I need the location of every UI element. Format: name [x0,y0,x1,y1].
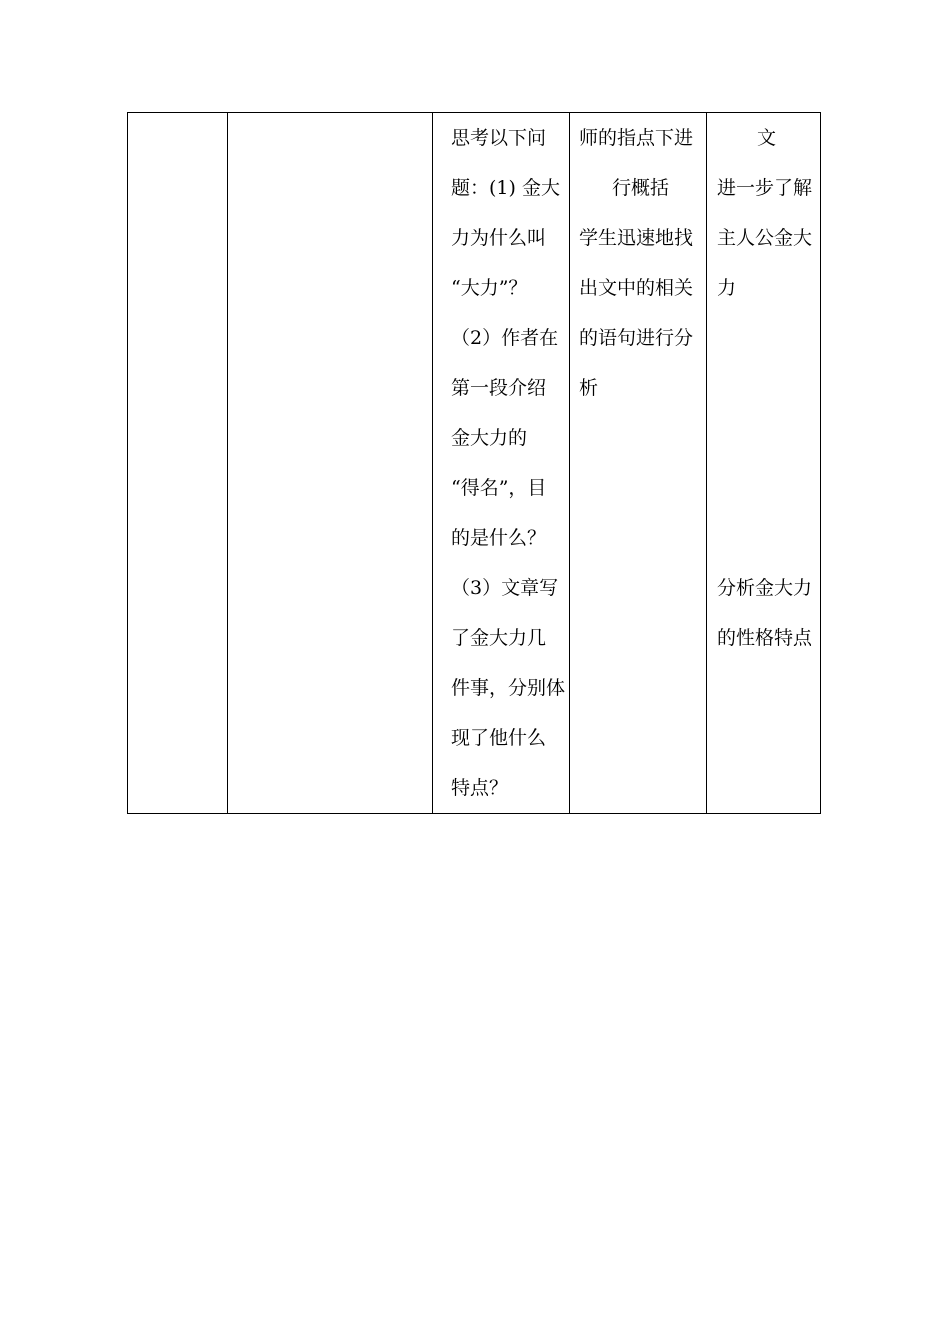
text-line: 第一段介绍 [451,377,547,399]
text-line: 的是什么？ [451,527,547,549]
text-line: 师的指点下进 [579,127,694,149]
text-line: 思考以下问 [451,127,547,149]
text-line: （3）文章写 [451,577,559,599]
table-cell-purpose [707,113,821,814]
text-line: 的语句进行分 [579,327,694,349]
text-line: 件事，分别体 [451,677,566,699]
text-line: 特点？ [451,777,509,799]
text-line: 的性格特点 [717,627,813,649]
text-line: 力 [717,277,737,299]
text-line: 分析金大力 [717,577,813,599]
lesson-plan-table [127,112,821,814]
text-line: （2）作者在 [451,327,559,349]
text-line: 进一步了解 [717,177,813,199]
text-line: 析 [579,377,599,399]
table-cell-student-activity [570,113,707,814]
text-line: 金大力的 [451,427,528,449]
text-line: 力为什么叫 [451,227,547,249]
table-cell-questions [433,113,570,814]
text-line: 了金大力几 [451,627,547,649]
text-line: “大力”？ [451,277,528,299]
table-cell-col1 [128,113,228,814]
text-line: 文 [756,127,776,149]
table-cell-col2 [228,113,433,814]
text-line: 题：(1) 金大 [451,177,560,199]
text-line: 学生迅速地找 [579,227,694,249]
text-line: 现了他什么 [451,727,547,749]
spacer [717,313,816,563]
text-line: “得名”，目 [451,477,547,499]
table-row [128,113,821,814]
text-line: 出文中的相关 [579,277,694,299]
text-line: 主人公金大 [717,227,813,249]
text-line: 行概括 [611,177,669,199]
